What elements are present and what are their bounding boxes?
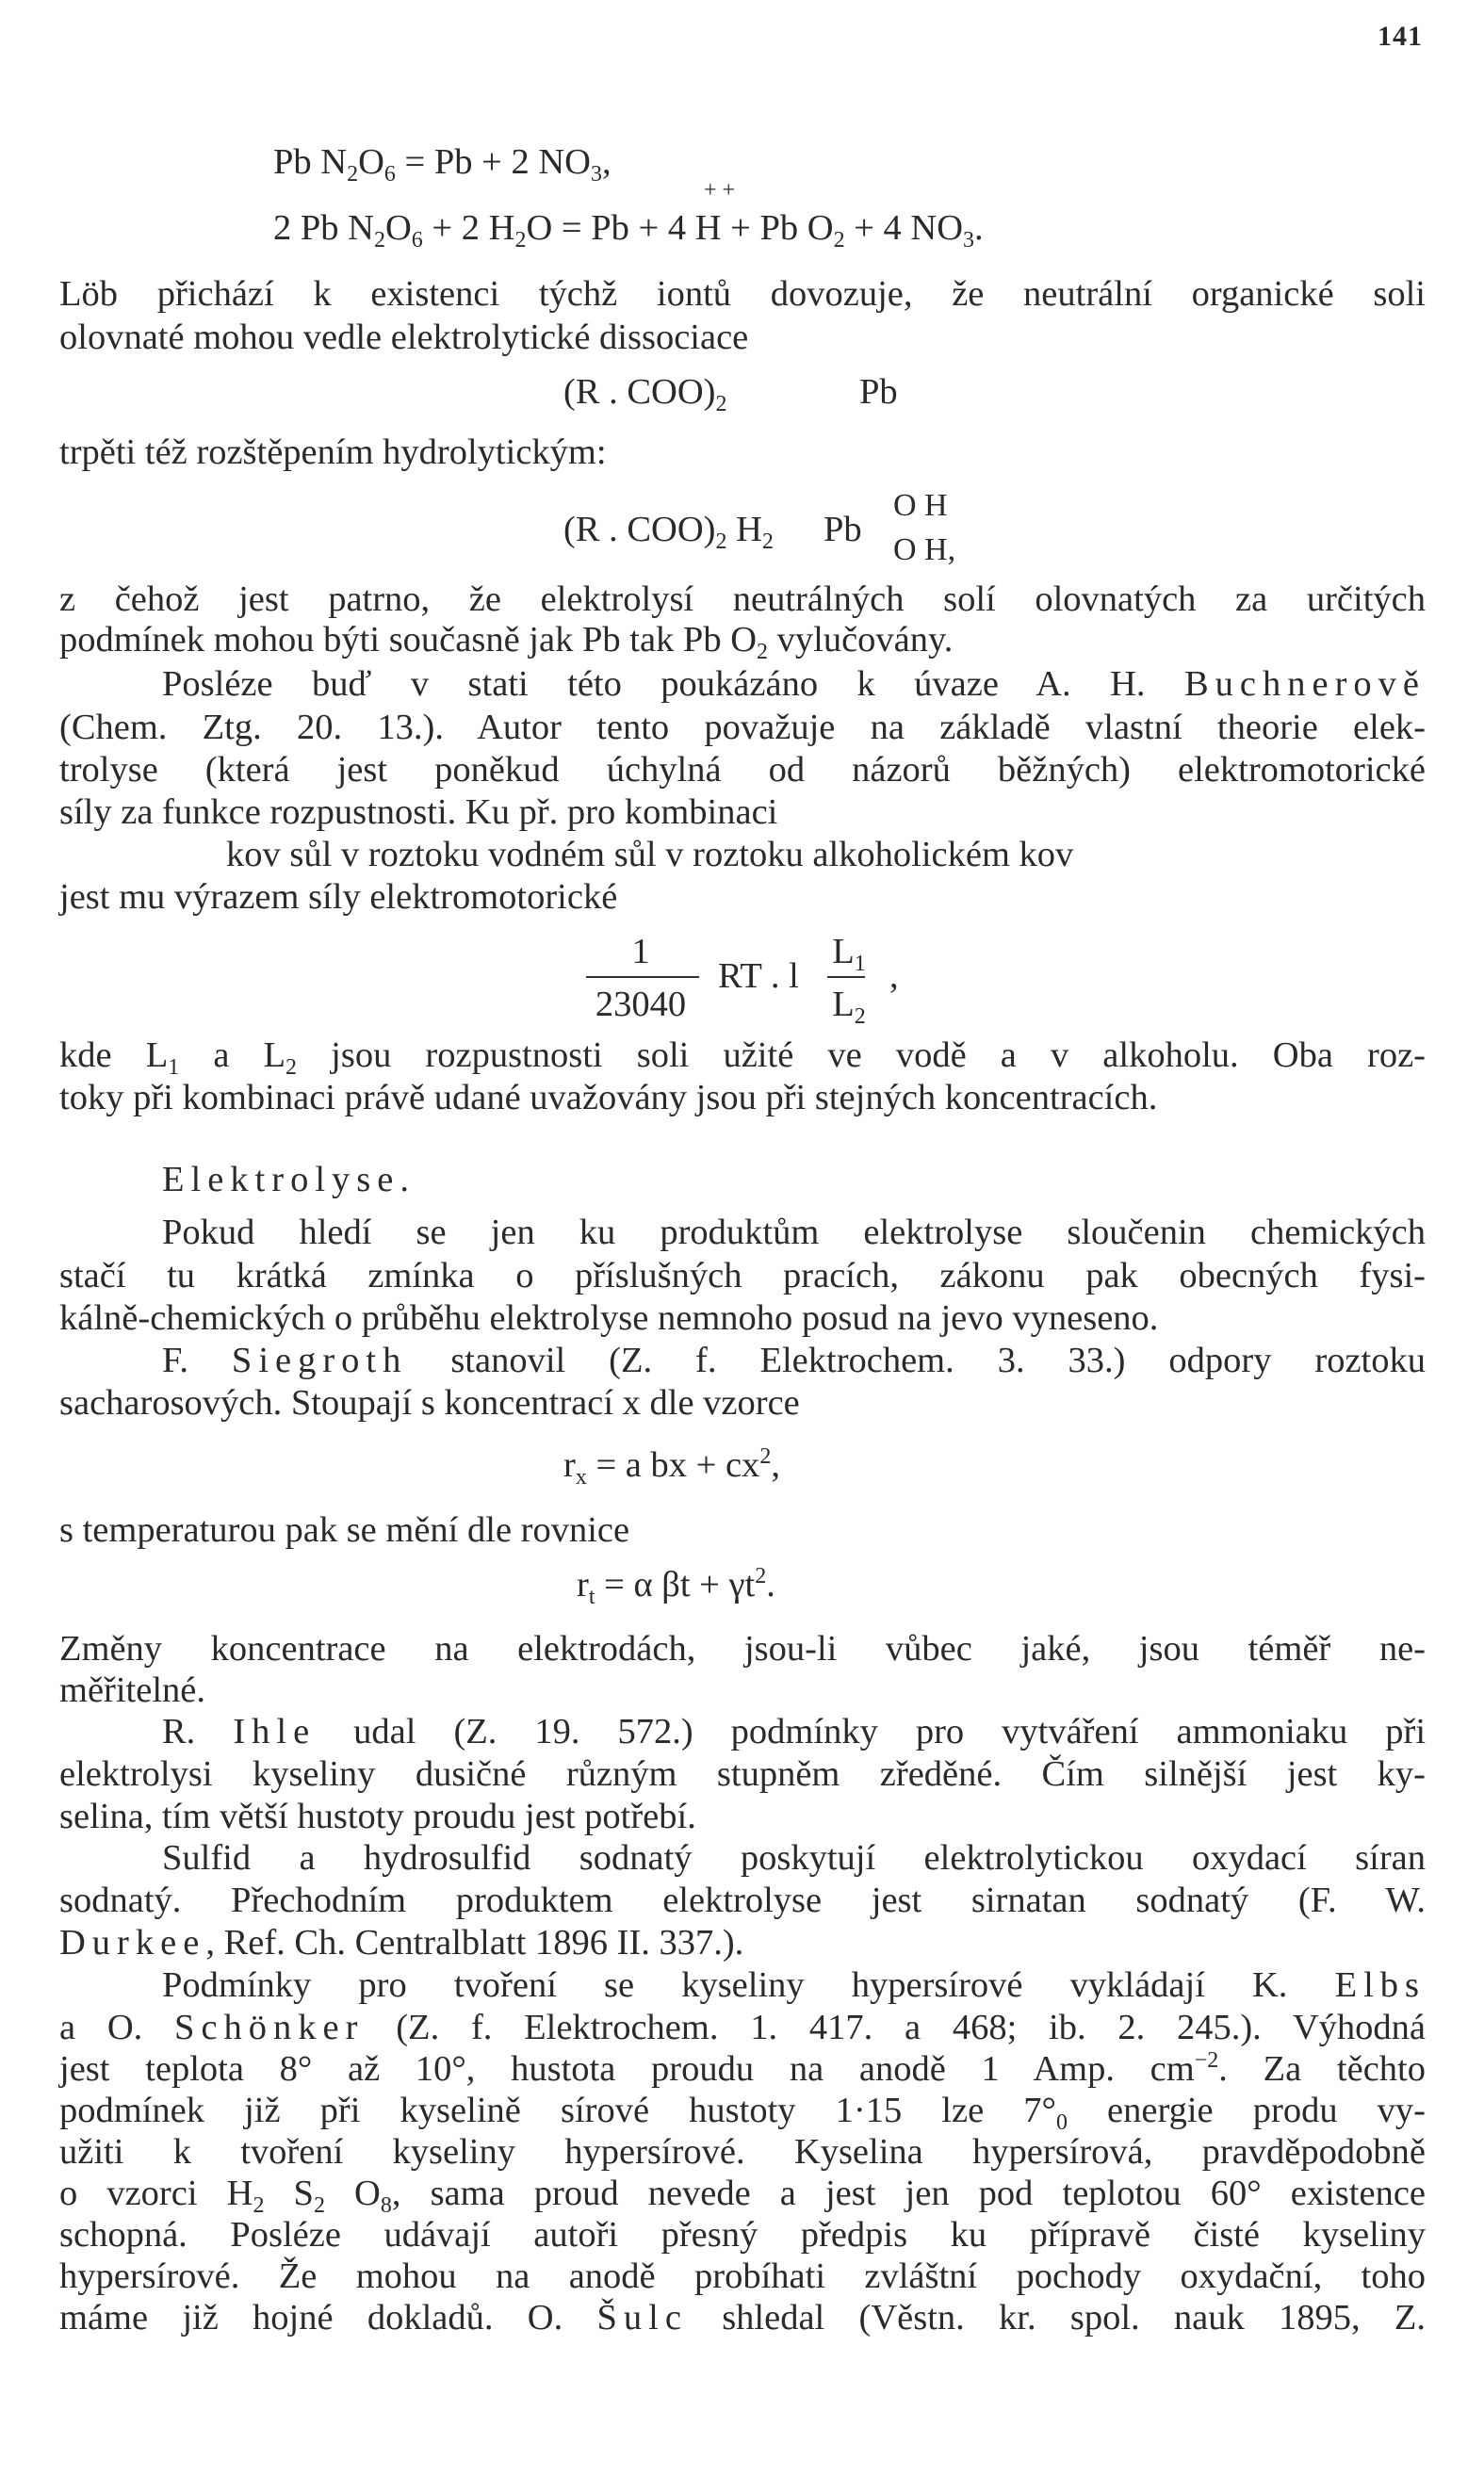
fraction2-numerator: $L_1$: [832, 932, 866, 976]
fraction-numerator: 1: [631, 932, 650, 971]
formula-pb-oh: Pb: [824, 510, 862, 549]
text-line: jest mu výrazem síly elektromotorické: [59, 877, 618, 917]
formula-oh-top: O H: [893, 488, 948, 523]
text-line: kov sůl v roztoku vodném sůl v roztoku alkoholickém kov: [226, 835, 1074, 874]
text-line: Posléze buď v stati této poukázáno k úvaze A. H. Buchnerově: [162, 664, 1426, 704]
text-line: elektrolysi kyseliny dusičné různým stupněm zředěné. Čím silnější jest ky-: [59, 1754, 1426, 1794]
equation-1: Pb $N_2O_6 = Pb + 2$ $NO_3$,: [273, 142, 612, 187]
text-line: podmínek již při kyselině sírové hustoty 1·15 lze $7^\circ_0$ energie produ vy-: [59, 2091, 1427, 2135]
fraction2-bar: [827, 976, 865, 978]
formula-oh-bottom: O H,: [893, 532, 956, 567]
fraction-mid: RT . l: [718, 956, 799, 996]
text-line: měřitelné.: [59, 1670, 205, 1710]
text-line: Pokud hledí se jen ku produktům elektrolyse sloučenin chemických: [162, 1213, 1426, 1252]
text-line: Změny koncentrace na elektrodách, jsou-li vůbec jaké, jsou téměř ne-: [59, 1629, 1426, 1669]
text-line: selina, tím větší hustoty proudu jest potřebí.: [59, 1797, 696, 1836]
equation-2: 2 Pb $N_2O_6 + 2$ $H_2O = Pb + 4$ H + Pb $O_2 + 4$ $NO_3$.: [273, 208, 984, 252]
text-line: hypersírové. Že mohou na anodě probíhati zvláštní pochody oxydační, toho: [59, 2256, 1426, 2296]
text-line: olovnaté mohou vedle elektrolytické dissociace: [59, 318, 749, 357]
text-line: Podmínky pro tvoření se kyseliny hypersírové vykládají K. Elbs: [162, 1965, 1427, 2005]
text-line: sodnatý. Přechodním produktem elektrolyse jest sirnatan sodnatý (F. W.: [59, 1881, 1426, 1920]
text-line: (Chem. Ztg. 20. 13.). Autor tento považuje na základě vlastní theorie elek-: [59, 708, 1426, 747]
formula-salt-pb: Pb: [859, 372, 898, 412]
text-line: Sulfid a hydrosulfid sodnatý poskytují elektrolytickou oxydací síran: [162, 1838, 1426, 1878]
text-line: F. Siegroth stanovil (Z. f. Elektrochem. 3. 33.) odpory roztoku: [162, 1341, 1426, 1380]
formula-salt: (R . $COO)_2$: [563, 372, 727, 416]
text-line: R. Ihle udal (Z. 19. 572.) podmínky pro vytváření ammoniaku při: [162, 1712, 1427, 1751]
text-line: síly za funkce rozpustnosti. Ku př. pro kombinaci: [59, 792, 778, 832]
text-line: kálně-chemických o průběhu elektrolyse nemnoho posud na jevo vyneseno.: [59, 1298, 1159, 1338]
text-line: schopná. Posléze udávají autoři přesný předpis ku přípravě čisté kyseliny: [59, 2215, 1426, 2255]
charge-marks: + +: [704, 178, 736, 203]
fraction-bar: [586, 976, 699, 978]
text-line: a O. Schönker (Z. f. Elektrochem. 1. 417. a 468; ib. 2. 245.). Výhodná: [59, 2008, 1427, 2047]
text-line: o vzorci $H_2$ $S_2$ $O_8$, sama proud nevede a jest jen pod teplotou 60° existence: [59, 2174, 1426, 2218]
formula-resistance-temp: $r_t = \alpha$ $\beta t + \gamma t^2$.: [577, 1564, 775, 1609]
text-line: trolyse (která jest poněkud úchylná od názorů běžných) elektromotorické: [59, 750, 1426, 790]
text-line: stačí tu krátká zmínka o příslušných pracích, zákonu pak obecných fysi-: [59, 1256, 1426, 1295]
text-line: z čehož jest patrno, že elektrolysí neutrálných solí olovnatých za určitých: [59, 579, 1426, 619]
text-line: trpěti též rozštěpením hydrolytickým:: [59, 432, 607, 472]
text-line: užiti k tvoření kyseliny hypersírové. Kyselina hypersírová, pravděpodobně: [59, 2132, 1426, 2172]
fraction2-denominator: $L_2$: [832, 985, 866, 1029]
text-line: Löb přichází k existenci týchž iontů dovozuje, že neutrální organické soli: [59, 274, 1426, 314]
formula-hydrolysis: (R . $COO)_2$ $H_2$: [563, 510, 774, 554]
fraction-tail: ,: [889, 956, 899, 996]
section-heading: Elektrolyse.: [162, 1160, 416, 1199]
text-line: toky při kombinaci právě udané uvažovány jsou při stejných koncentracích.: [59, 1078, 1158, 1117]
text-line: s temperaturou pak se mění dle rovnice: [59, 1510, 630, 1550]
text-line: Durkee, Ref. Ch. Centralblatt 1896 II. 337.).: [59, 1923, 744, 1963]
text-line: sacharosových. Stoupají s koncentrací x dle vzorce: [59, 1383, 800, 1423]
formula-resistance-conc: $r_x = a$ bx + $cx^2$,: [563, 1444, 780, 1490]
text-line: podmínek mohou býti současně jak Pb tak Pb $O_2$ vylučovány.: [59, 620, 954, 664]
text-line: máme již hojné dokladů. O. Šulc shledal (Věstn. kr. spol. nauk 1895, Z.: [59, 2298, 1427, 2338]
text-line: jest teplota 8° až 10°, hustota proudu na anodě 1 Amp. $cm^{-2}$. Za těchto: [59, 2048, 1426, 2089]
page-number: 141: [1378, 21, 1423, 52]
text-line: kde $L_1$ a $L_2$ jsou rozpustnosti soli užité ve vodě a v alkoholu. Oba roz-: [59, 1035, 1426, 1080]
fraction-denominator: 23040: [595, 985, 687, 1024]
